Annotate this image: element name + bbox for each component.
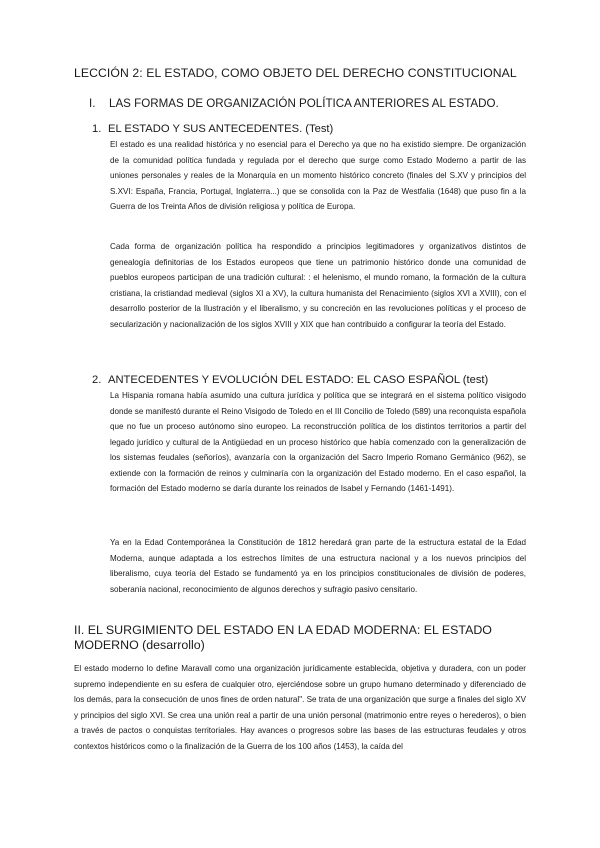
lesson-title: LECCIÓN 2: EL ESTADO, COMO OBJETO DEL DERECHO CONSTITUCIONAL [74, 66, 517, 80]
subsection-1-heading [92, 123, 333, 135]
section-2-heading: II. EL SURGIMIENTO DEL ESTADO EN LA EDAD MODERNA: EL ESTADO MODERNO (desarrollo) [74, 623, 492, 652]
subsection-1-paragraph-2: Cada forma de organización política ha respondido a principios legitimadores y organizativos distintos de genealogía definitorias de los Estados europeos que tiene un patrimonio histórico donde una comunidad de pueblos europeos participan de una tradición cultural: : el helenismo, el mundo romano, la formación de la cultura cristiana, la cristiandad medieval (siglos XI a XV), la cultura humanista del Renacimiento (siglos XVI a XVIII), con el desarrollo posterior de la Ilustración y el liberalismo, y su concreción en las revoluciones políticas y el proceso de secularización y nacionalización de los siglos XVIII y XIX que han contribuido a configurar la teoría del Estado. [110, 242, 526, 329]
subsection-2-paragraph-2: Ya en la Edad Contemporánea la Constitución de 1812 heredará gran parte de la estructura estatal de la Edad Moderna, aunque adaptada a los estrechos límites de una estructura nacional y a los nuevos principios del liberalismo, cuya teoría del Estado se fundamentó ya en los principios constitucionales de división de poderes, soberanía nacional, reconocimiento de algunos derechos y sufragio pasivo censitario. [110, 538, 526, 594]
section-1-number: I. [89, 97, 96, 110]
subsection-1-title: EL ESTADO Y SUS ANTECEDENTES. (Test) [108, 123, 334, 135]
subsection-1-number: 1. [92, 123, 102, 135]
subsection-2-number: 2. [92, 374, 102, 386]
section-2-paragraph: El estado moderno lo define Maravall como una organización jurídicamente establecida, objetiva y duradera, con un poder supremo independiente en su esfera de cualquier otro, ejerciéndose sobre un grupo humano determinado y diferenciado de los demás, para la consecución de unos fines de orden natural". Se trata de una organización que surge a finales del siglo XV y principios del siglo XVI. Se crea una unión real a partir de una unión personal (matrimonio entre reyes o herederos), o bien a través de pactos o conquistas territoriales. Hay avances o progresos sobre las bases de las estructuras feudales y otros contextos históricos como o la finalización de la Guerra de los 100 años (1453), la caída del [74, 664, 526, 751]
subsection-2-paragraph-1: La Hispania romana había asumido una cultura jurídica y política que se integrará en el sistema político visigodo donde se manifestó durante el Reino Visigodo de Toledo en el III Concilio de Toledo (589) una reconquista española que no fue un proceso autónomo sino europeo. La reconstrucción política de los distintos territorios a partir del legado jurídico y cultural de la Antigüedad en un proceso histórico que había comenzado con la generalización de los sistemas feudales (señoríos), avanzaría con la organización del Sacro Imperio Romano Germánico (962), se extiende con la formación de reinos y culminaría con la organización del Estado moderno. En el caso español, la formación del Estado moderno se daría durante los reinados de Isabel y Fernando (1461-1491). [110, 391, 526, 493]
subsection-2-title: ANTECEDENTES Y EVOLUCIÓN DEL ESTADO: EL CASO ESPAÑOL (test) [108, 374, 489, 386]
subsection-2-heading [92, 374, 488, 386]
subsection-1-paragraph-1: El estado es una realidad histórica y no esencial para el Derecho ya que no ha existido siempre. De organización de la comunidad política fundada y regulada por el derecho que surge como Estado Moderno a partir de las uniones personales y reales de la Monarquía en un momento histórico concreto (finales del S.XV y principios del S.XVI: España, Francia, Portugal, Inglaterra...) que se consolida con la Paz de Westfalia (1648) que puso fin a la Guerra de los Treinta Años de división religiosa y política de Europa. [110, 140, 526, 211]
section-1-title: LAS FORMAS DE ORGANIZACIÓN POLÍTICA ANTERIORES AL ESTADO. [109, 97, 499, 110]
section-1-heading [89, 97, 499, 110]
